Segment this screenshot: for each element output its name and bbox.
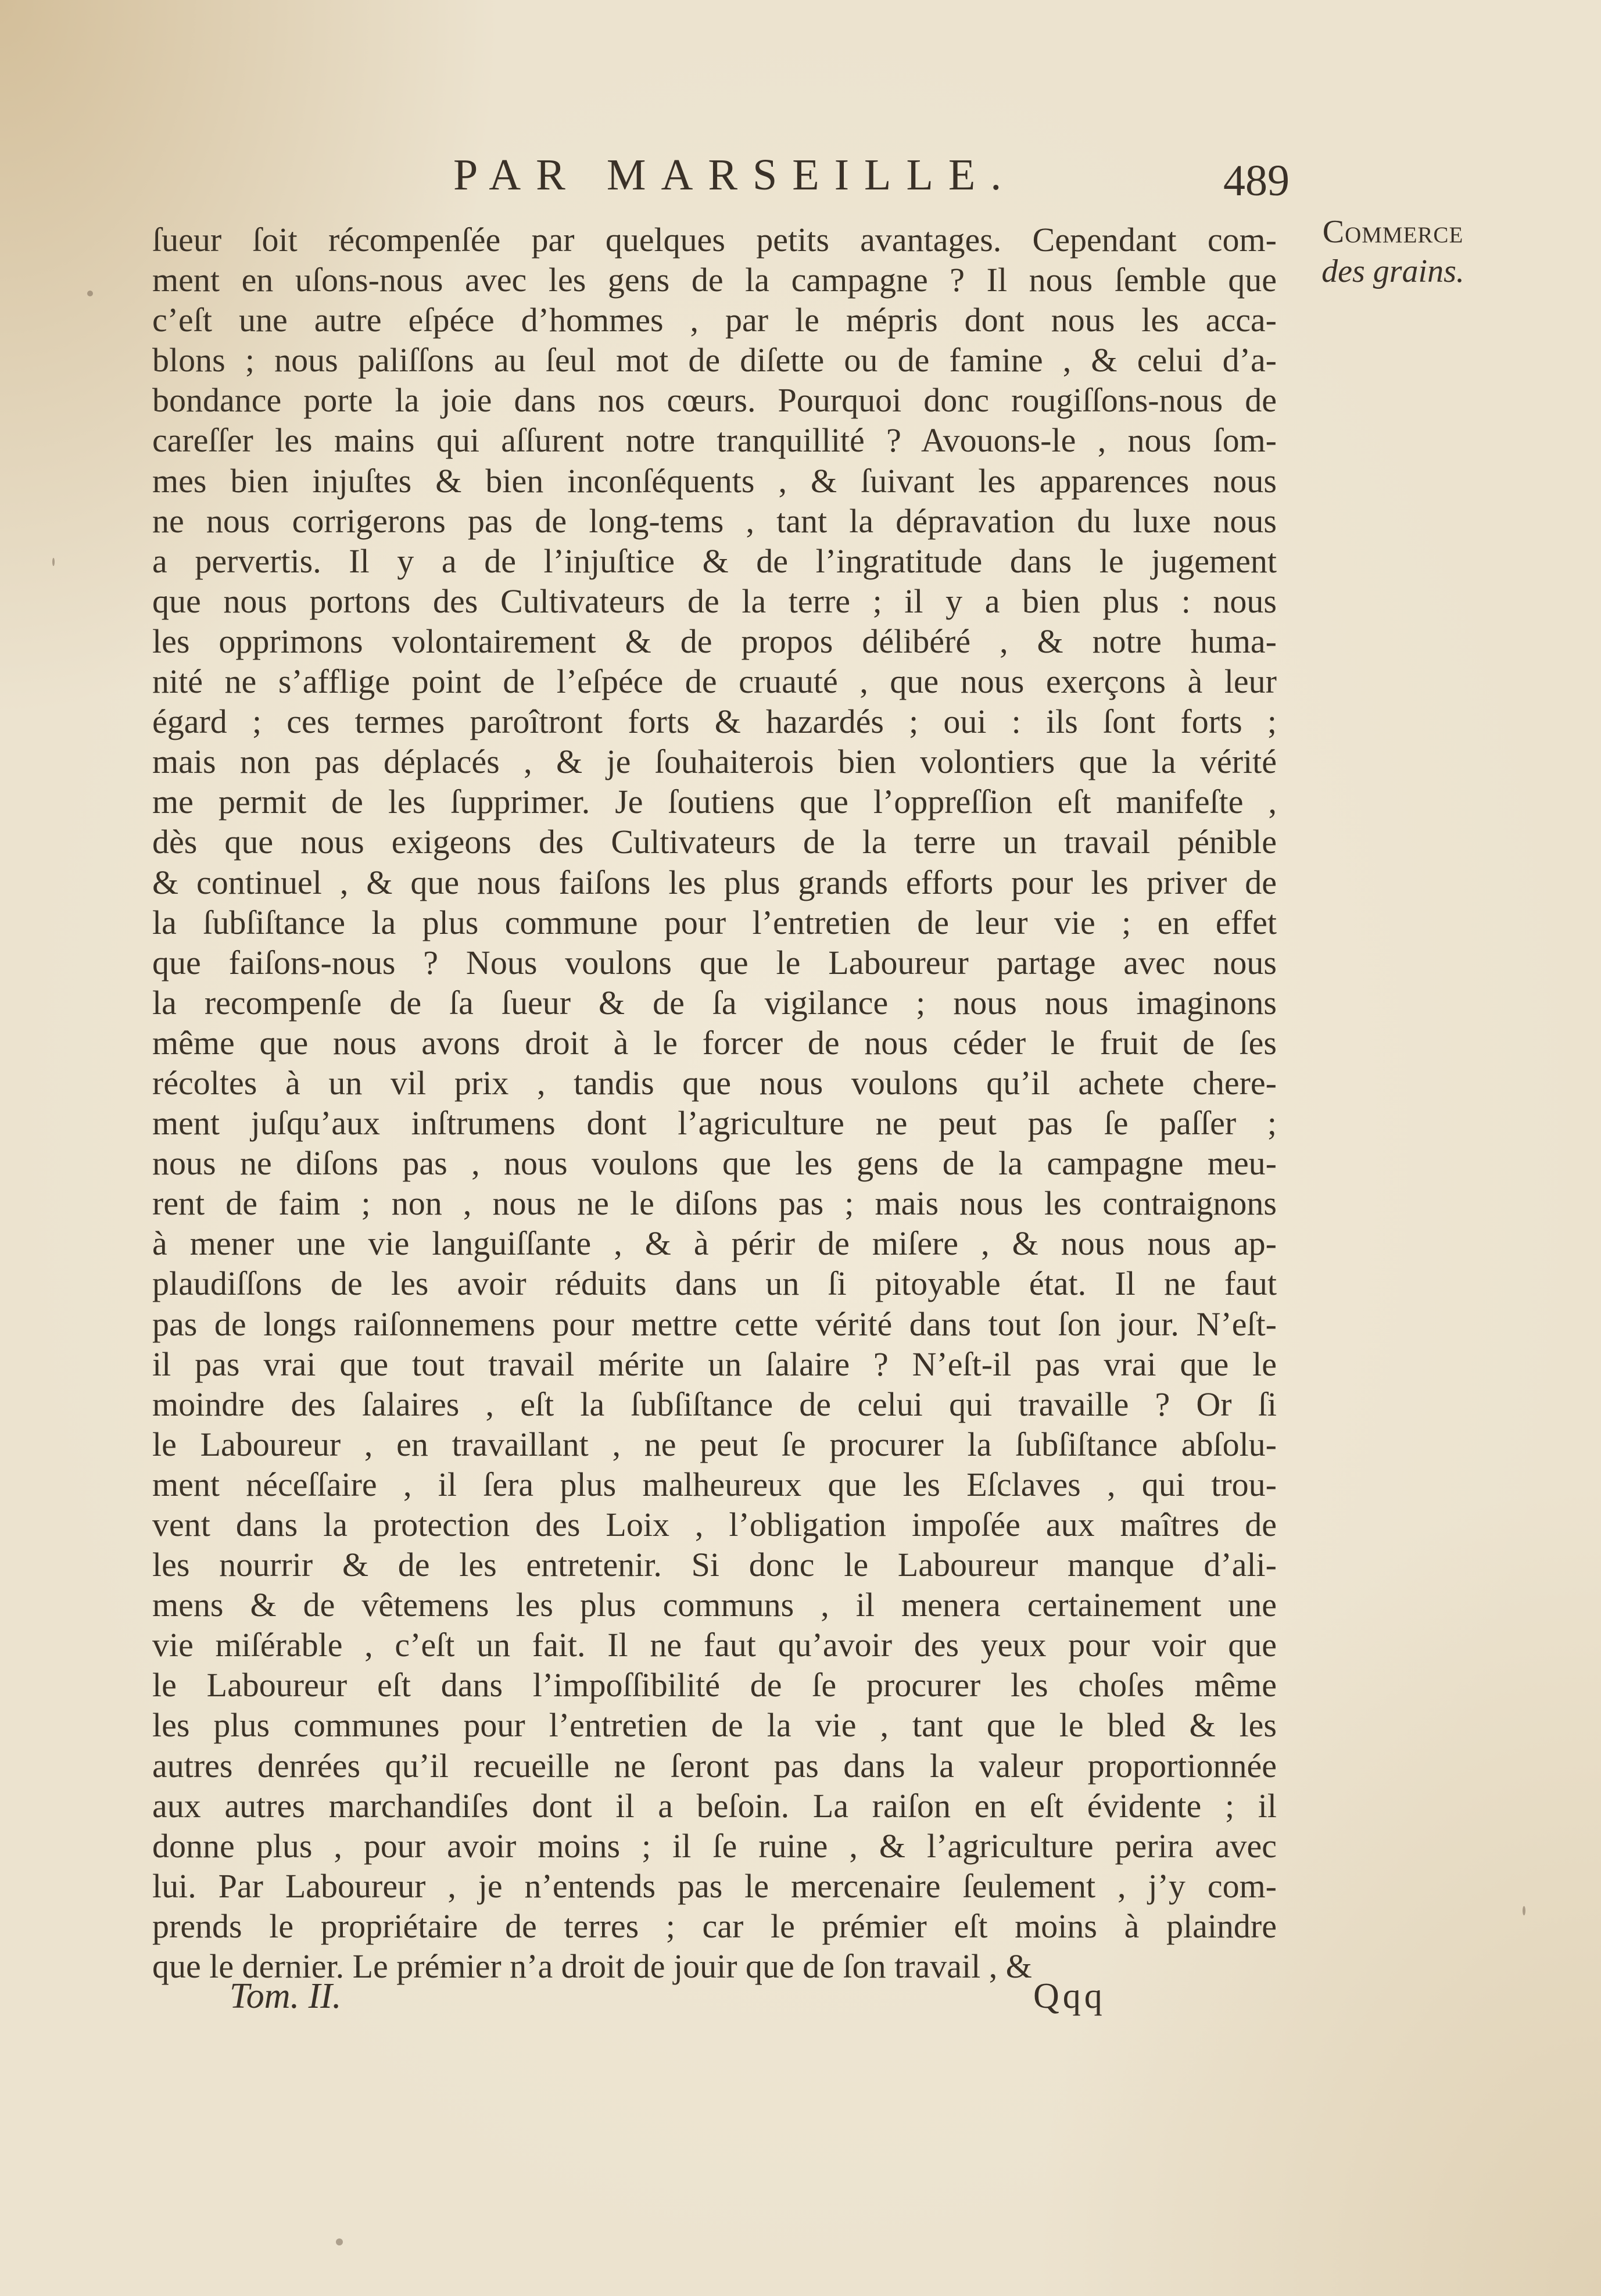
text-line: autres denrées qu’il recueille ne ſeront pas dans la valeur proportionnée bbox=[152, 1746, 1277, 1785]
volume-signature: Tom. II. bbox=[230, 1976, 342, 2016]
paper-speck bbox=[52, 558, 55, 566]
text-line: vent dans la protection des Loix , l’obligation impoſée aux maîtres de bbox=[152, 1506, 1277, 1543]
text-line: aux autres marchandiſes dont il a beſoin. La raiſon en eſt évidente ; il bbox=[152, 1786, 1277, 1825]
text-line: récoltes à un vil prix , tandis que nous voulons qu’il achete chere- bbox=[152, 1063, 1277, 1102]
text-line: careſſer les mains qui aſſurent notre tranquillité ? Avouons-le , nous ſom- bbox=[152, 421, 1277, 460]
margin-note-title: Commerce bbox=[1322, 214, 1464, 250]
text-line: égard ; ces termes paroîtront forts & hazardés ; oui : ils ſont forts ; bbox=[152, 703, 1277, 741]
text-line: donne plus , pour avoir moins ; il ſe ruine , & l’agriculture perira avec bbox=[152, 1826, 1277, 1865]
text-line: a pervertis. Il y a de l’injuſtice & de l’ingratitude dans le jugement bbox=[152, 542, 1277, 580]
text-line: dès que nous exigeons des Cultivateurs de la terre un travail pénible bbox=[152, 823, 1277, 861]
text-line: c’eſt une autre eſpéce d’hommes , par le mépris dont nous les acca- bbox=[152, 301, 1277, 339]
text-line: plaudiſſons de les avoir réduits dans un ſi pitoyable état. Il ne faut bbox=[152, 1265, 1277, 1303]
page-number: 489 bbox=[1223, 156, 1290, 205]
text-line: ment néceſſaire , il ſera plus malheureux que les Eſclaves , qui trou- bbox=[152, 1465, 1277, 1503]
text-line: ne nous corrigerons pas de long-tems , tant la dépravation du luxe nous bbox=[152, 502, 1277, 540]
margin-note bbox=[1297, 212, 1489, 291]
text-line: me permit de les ſupprimer. Je ſoutiens que l’oppreſſion eſt manifeſte , bbox=[152, 783, 1277, 821]
margin-note-subtitle: des grains. bbox=[1321, 253, 1464, 289]
gathering-signature: Qqq bbox=[1033, 1976, 1106, 2016]
text-line: lui. Par Laboureur , je n’entends pas le mercenaire ſeulement , j’y com- bbox=[152, 1867, 1277, 1905]
text-line: vie miſérable , c’eſt un fait. Il ne faut qu’avoir des yeux pour voir que bbox=[152, 1626, 1277, 1664]
text-line: à mener une vie languiſſante , & à périr de miſere , & nous nous ap- bbox=[152, 1224, 1277, 1263]
text-line: nité ne s’afflige point de l’eſpéce de cruauté , que nous exerçons à leur bbox=[152, 662, 1277, 701]
text-line: le Laboureur , en travaillant , ne peut ſe procurer la ſubſiſtance abſolu- bbox=[152, 1425, 1277, 1463]
text-line: & continuel , & que nous faiſons les plus grands efforts pour les priver de bbox=[152, 863, 1277, 901]
text-line: les opprimons volontairement & de propos délibéré , & notre huma- bbox=[152, 622, 1277, 660]
text-line: il pas vrai que tout travail mérite un ſalaire ? N’eſt-il pas vrai que le bbox=[152, 1345, 1277, 1383]
text-line: que faiſons-nous ? Nous voulons que le Laboureur partage avec nous bbox=[152, 943, 1277, 982]
running-head: PAR MARSEILLE. bbox=[453, 151, 1017, 199]
text-line: mens & de vêtemens les plus communs , il menera certainement une bbox=[152, 1586, 1277, 1624]
text-line: la ſubſiſtance la plus commune pour l’entretien de leur vie ; en effet bbox=[152, 903, 1277, 941]
text-line: mais non pas déplacés , & je ſouhaiterois bien volontiers que la vérité bbox=[152, 743, 1277, 781]
text-line: que le dernier. Le prémier n’a droit de jouir que de ſon travail , & bbox=[152, 1947, 1032, 1986]
text-line: ment juſqu’aux inſtrumens dont l’agriculture ne peut pas ſe paſſer ; bbox=[152, 1104, 1277, 1142]
text-line: même que nous avons droit à le forcer de nous céder le fruit de ſes bbox=[152, 1023, 1277, 1062]
text-line: que nous portons des Cultivateurs de la terre ; il y a bien plus : nous bbox=[152, 582, 1277, 620]
text-line: blons ; nous paliſſons au ſeul mot de diſette ou de famine , & celui d’a- bbox=[152, 341, 1277, 379]
text-line: ſueur ſoit récompenſée par quelques petits avantages. Cependant com- bbox=[152, 221, 1277, 259]
text-line: mes bien injuſtes & bien inconſéquents , & ſuivant les apparences nous bbox=[152, 461, 1277, 500]
text-line: le Laboureur eſt dans l’impoſſibilité de ſe procurer les choſes même bbox=[152, 1666, 1277, 1704]
text-line: ment en uſons-nous avec les gens de la campagne ? Il nous ſemble que bbox=[152, 261, 1277, 299]
text-line: nous ne diſons pas , nous voulons que les gens de la campagne meu- bbox=[152, 1144, 1277, 1183]
paper-speck bbox=[1523, 1906, 1525, 1915]
text-line: la recompenſe de ſa ſueur & de ſa vigilance ; nous nous imaginons bbox=[152, 983, 1277, 1022]
text-line: les nourrir & de les entretenir. Si donc le Laboureur manque d’ali- bbox=[152, 1546, 1277, 1584]
text-line: bondance porte la joie dans nos cœurs. Pourquoi donc rougiſſons-nous de bbox=[152, 381, 1277, 420]
paper-speck bbox=[87, 291, 93, 296]
body-text bbox=[152, 220, 1277, 1986]
text-line: moindre des ſalaires , eſt la ſubſiſtance de celui qui travaille ? Or ſi bbox=[152, 1385, 1277, 1423]
text-line: prends le propriétaire de terres ; car le prémier eſt moins à plaindre bbox=[152, 1907, 1277, 1945]
text-line: rent de faim ; non , nous ne le diſons pas ; mais nous les contraignons bbox=[152, 1184, 1277, 1223]
text-line: les plus communes pour l’entretien de la vie , tant que le bled & les bbox=[152, 1706, 1277, 1745]
text-line: pas de longs raiſonnemens pour mettre cette vérité dans tout ſon jour. N’eſt- bbox=[152, 1305, 1277, 1343]
paper-speck bbox=[336, 2238, 343, 2245]
